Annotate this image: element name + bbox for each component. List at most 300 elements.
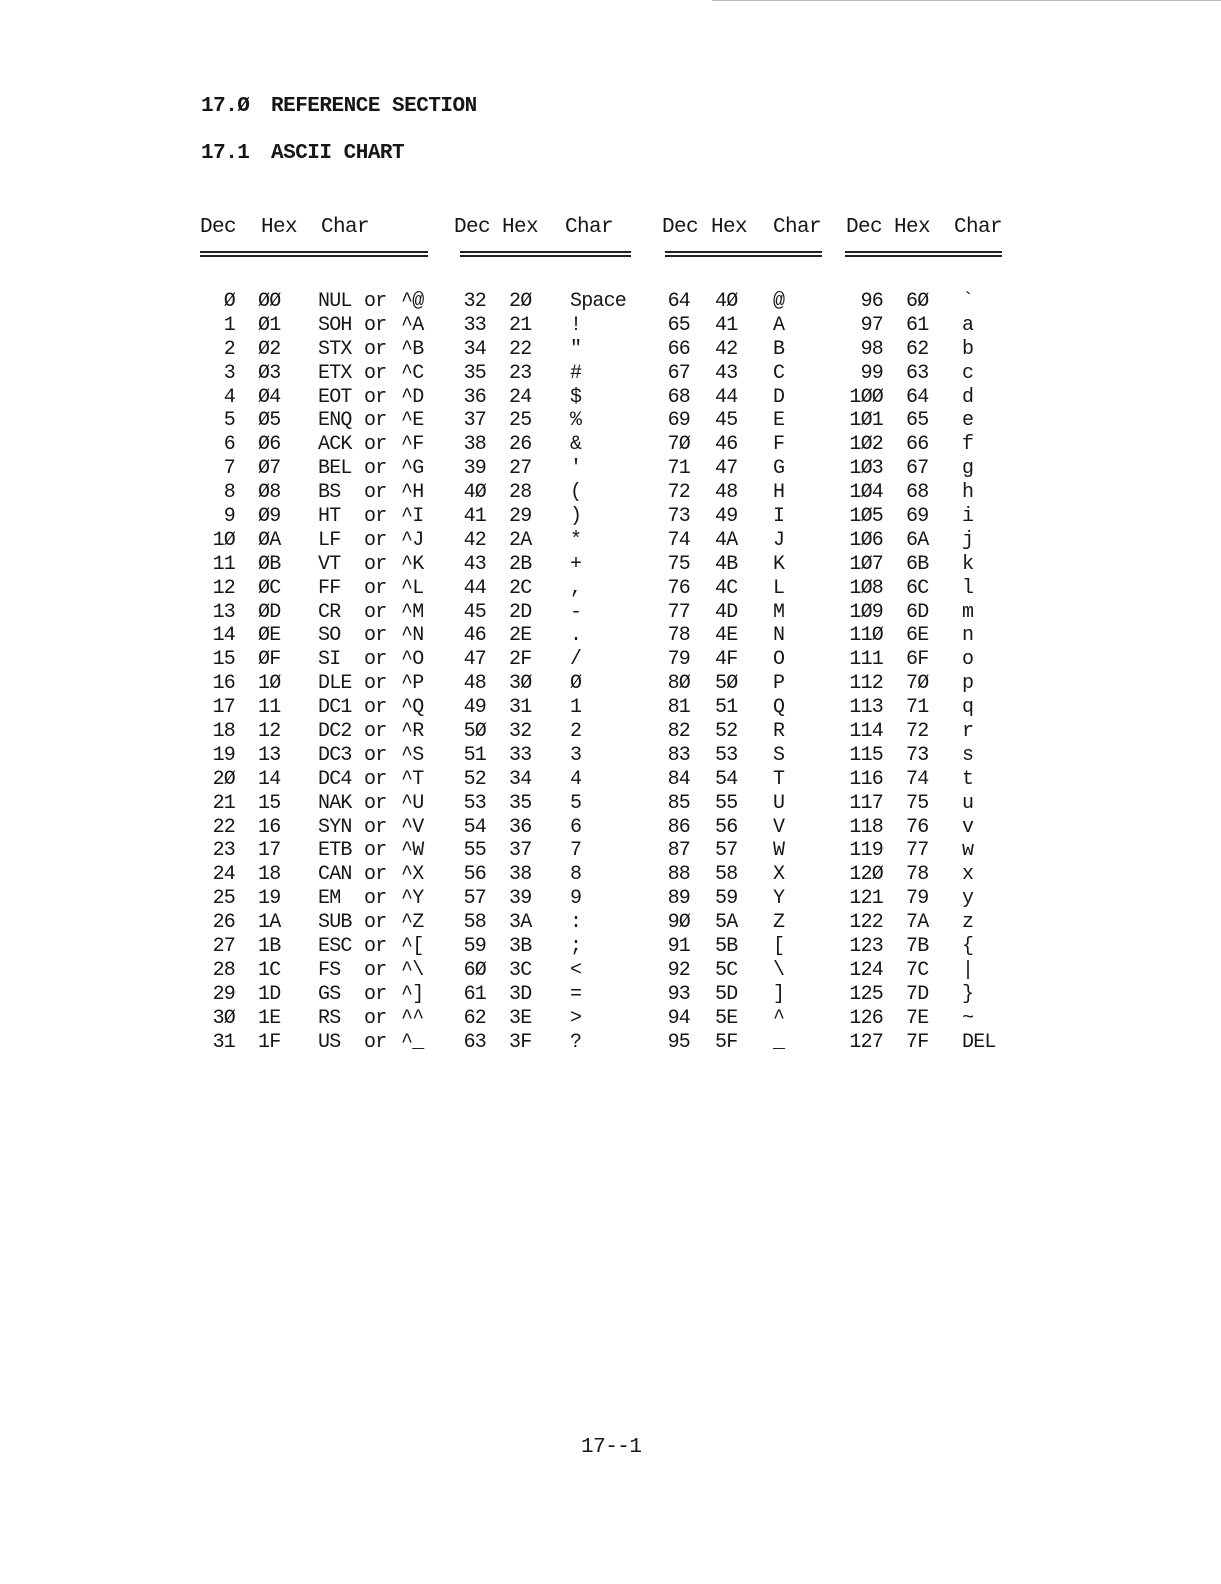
hex-cell: 3E [509, 1006, 532, 1030]
or-cell: or [364, 863, 387, 887]
char-cell: P [773, 672, 785, 696]
table-row [0, 362, 1221, 386]
table-row [0, 481, 1221, 505]
dec-cell: 31 [212, 1030, 235, 1054]
hex-cell: 51 [715, 696, 738, 720]
char-cell: [ [773, 935, 785, 959]
subsection-number: 17.1 [201, 142, 250, 165]
table-row [0, 744, 1221, 768]
dec-cell: 15 [212, 648, 235, 672]
char-cell: k [962, 552, 974, 576]
dec-cell: 25 [212, 887, 235, 911]
char-cell: ) [570, 505, 582, 529]
dec-cell: 1Ø3 [849, 457, 883, 481]
char-cell: 1 [570, 696, 582, 720]
char-cell: @ [773, 290, 785, 313]
dec-cell: 12 [212, 576, 235, 600]
hex-cell: 16 [258, 815, 281, 839]
char-cell: 7 [570, 839, 582, 863]
or-cell: or [364, 767, 387, 791]
ctrl-cell: ^M [401, 600, 424, 624]
name-cell: ACK [318, 433, 352, 457]
hex-cell: ØC [258, 576, 281, 600]
hex-cell: 54 [715, 767, 738, 791]
dec-cell: 114 [849, 720, 883, 744]
hex-cell: 3C [509, 958, 532, 982]
hex-cell: 5C [715, 958, 738, 982]
hex-cell: 5F [715, 1030, 738, 1054]
hex-cell: 37 [509, 839, 532, 863]
dec-cell: 33 [463, 313, 486, 337]
or-cell: or [364, 672, 387, 696]
dec-cell: 1Ø5 [849, 505, 883, 529]
dec-cell: 68 [667, 385, 690, 409]
name-cell: NUL [318, 290, 352, 313]
dec-cell: 1Ø1 [849, 409, 883, 433]
dec-cell: 55 [463, 839, 486, 863]
char-cell: p [962, 672, 974, 696]
hex-cell: 17 [258, 839, 281, 863]
table-row [0, 863, 1221, 887]
char-cell: v [962, 815, 974, 839]
ctrl-cell: ^L [401, 576, 424, 600]
char-cell: w [962, 839, 974, 863]
char-cell: , [570, 576, 582, 600]
dec-cell: 1Ø9 [849, 600, 883, 624]
hex-cell: 52 [715, 720, 738, 744]
hex-cell: 7D [906, 982, 929, 1006]
scan-edge-line [712, 0, 1221, 1]
hex-cell: ØØ [258, 290, 281, 313]
char-cell: Ø [570, 672, 582, 696]
char-cell: y [962, 887, 974, 911]
dec-cell: 6Ø [463, 958, 486, 982]
dec-cell: 35 [463, 361, 486, 385]
hex-cell: 1Ø [258, 672, 281, 696]
dec-cell: 82 [667, 720, 690, 744]
dec-cell: 121 [849, 887, 883, 911]
dec-cell: 12Ø [849, 863, 883, 887]
dec-cell: 1Ø6 [849, 528, 883, 552]
hex-cell: 3F [509, 1030, 532, 1054]
hex-cell: 25 [509, 409, 532, 433]
char-cell: 3 [570, 743, 582, 767]
hex-cell: 3A [509, 911, 532, 935]
dec-cell: 75 [667, 552, 690, 576]
hex-cell: 68 [906, 481, 929, 505]
dec-cell: 19 [212, 743, 235, 767]
hex-cell: Ø6 [258, 433, 281, 457]
dec-cell: 85 [667, 791, 690, 815]
dec-cell: 56 [463, 863, 486, 887]
dec-cell: 9 [223, 505, 235, 529]
hex-cell: 6B [906, 552, 929, 576]
dec-cell: 124 [849, 958, 883, 982]
hex-cell: 1E [258, 1006, 281, 1030]
section-heading [201, 95, 477, 118]
table-row [0, 338, 1221, 362]
hex-cell: 74 [906, 767, 929, 791]
dec-cell: 21 [212, 791, 235, 815]
hex-cell: 33 [509, 743, 532, 767]
dec-cell: 117 [849, 791, 883, 815]
char-cell: 5 [570, 791, 582, 815]
char-cell: b [962, 337, 974, 361]
hex-cell: ØE [258, 624, 281, 648]
name-cell: SUB [318, 911, 352, 935]
dec-cell: 125 [849, 982, 883, 1006]
dec-cell: 41 [463, 505, 486, 529]
char-cell: O [773, 648, 785, 672]
hex-cell: Ø8 [258, 481, 281, 505]
name-cell: DLE [318, 672, 352, 696]
name-cell: BEL [318, 457, 352, 481]
hex-cell: 67 [906, 457, 929, 481]
dec-cell: 1Ø2 [849, 433, 883, 457]
or-cell: or [364, 624, 387, 648]
char-cell: o [962, 648, 974, 672]
header-char-2: Char [565, 216, 614, 239]
hex-cell: 2Ø [509, 290, 532, 313]
ctrl-cell: ^X [401, 863, 424, 887]
dec-cell: 58 [463, 911, 486, 935]
table-row [0, 601, 1221, 625]
char-cell: | [962, 958, 974, 982]
dec-cell: 84 [667, 767, 690, 791]
dec-cell: 48 [463, 672, 486, 696]
ctrl-cell: ^W [401, 839, 424, 863]
dec-cell: 72 [667, 481, 690, 505]
or-cell: or [364, 935, 387, 959]
dec-cell: 13 [212, 600, 235, 624]
ctrl-cell: ^I [401, 505, 424, 529]
dec-cell: 83 [667, 743, 690, 767]
ctrl-cell: ^^ [401, 1006, 424, 1030]
hex-cell: 63 [906, 361, 929, 385]
dec-cell: 22 [212, 815, 235, 839]
header-hex-1: Hex [261, 216, 298, 239]
hex-cell: 75 [906, 791, 929, 815]
hex-cell: 38 [509, 863, 532, 887]
hex-cell: 53 [715, 743, 738, 767]
char-cell: % [570, 409, 582, 433]
hex-cell: 2C [509, 576, 532, 600]
name-cell: DC2 [318, 720, 352, 744]
dec-cell: 52 [463, 767, 486, 791]
header-char-4: Char [954, 216, 1003, 239]
ctrl-cell: ^S [401, 743, 424, 767]
char-cell: - [570, 600, 582, 624]
hex-cell: 64 [906, 385, 929, 409]
hex-cell: 26 [509, 433, 532, 457]
dec-cell: 96 [860, 290, 883, 313]
char-cell: I [773, 505, 785, 529]
char-cell: DEL [962, 1030, 996, 1054]
hex-cell: 6F [906, 648, 929, 672]
hex-cell: 5E [715, 1006, 738, 1030]
ctrl-cell: ^O [401, 648, 424, 672]
header-dec-3: Dec [662, 216, 699, 239]
char-cell: ' [570, 457, 582, 481]
hex-cell: 4B [715, 552, 738, 576]
hex-cell: 4F [715, 648, 738, 672]
name-cell: LF [318, 528, 341, 552]
name-cell: NAK [318, 791, 352, 815]
dec-cell: 43 [463, 552, 486, 576]
dec-cell: 2Ø [212, 767, 235, 791]
table-row [0, 792, 1221, 816]
hex-cell: 3Ø [509, 672, 532, 696]
or-cell: or [364, 290, 387, 313]
char-cell: X [773, 863, 785, 887]
or-cell: or [364, 1030, 387, 1054]
hex-cell: 62 [906, 337, 929, 361]
table-row [0, 1031, 1221, 1055]
dec-cell: 26 [212, 911, 235, 935]
hex-cell: 7C [906, 958, 929, 982]
or-cell: or [364, 552, 387, 576]
char-cell: c [962, 361, 974, 385]
name-cell: DC1 [318, 696, 352, 720]
hex-cell: 1F [258, 1030, 281, 1054]
dec-cell: 111 [849, 648, 883, 672]
dec-cell: 39 [463, 457, 486, 481]
dec-cell: 86 [667, 815, 690, 839]
table-row [0, 290, 1221, 314]
name-cell: SO [318, 624, 341, 648]
char-cell: Q [773, 696, 785, 720]
name-cell: SYN [318, 815, 352, 839]
hex-cell: 49 [715, 505, 738, 529]
char-cell: u [962, 791, 974, 815]
hex-cell: 7F [906, 1030, 929, 1054]
or-cell: or [364, 911, 387, 935]
ctrl-cell: ^F [401, 433, 424, 457]
hex-cell: 55 [715, 791, 738, 815]
dec-cell: 98 [860, 337, 883, 361]
name-cell: US [318, 1030, 341, 1054]
ctrl-cell: ^C [401, 361, 424, 385]
hex-cell: 2E [509, 624, 532, 648]
dec-cell: 38 [463, 433, 486, 457]
dec-cell: 65 [667, 313, 690, 337]
name-cell: ETB [318, 839, 352, 863]
name-cell: DC4 [318, 767, 352, 791]
hex-cell: 5A [715, 911, 738, 935]
dec-cell: 8 [223, 481, 235, 505]
dec-cell: 11 [212, 552, 235, 576]
char-cell: E [773, 409, 785, 433]
or-cell: or [364, 409, 387, 433]
hex-cell: 4A [715, 528, 738, 552]
dec-cell: 42 [463, 528, 486, 552]
ctrl-cell: ^D [401, 385, 424, 409]
dec-cell: 17 [212, 696, 235, 720]
hex-cell: 59 [715, 887, 738, 911]
subsection-heading [201, 142, 404, 165]
char-cell: ( [570, 481, 582, 505]
ctrl-cell: ^V [401, 815, 424, 839]
hex-cell: 1C [258, 958, 281, 982]
dec-cell: 91 [667, 935, 690, 959]
char-cell: e [962, 409, 974, 433]
name-cell: HT [318, 505, 341, 529]
hex-cell: 6D [906, 600, 929, 624]
hex-cell: 34 [509, 767, 532, 791]
dec-cell: 3 [223, 361, 235, 385]
name-cell: BS [318, 481, 341, 505]
or-cell: or [364, 600, 387, 624]
header-dec-2: Dec [454, 216, 491, 239]
dec-cell: 66 [667, 337, 690, 361]
dec-cell: 61 [463, 982, 486, 1006]
dec-cell: 32 [463, 290, 486, 313]
char-cell: & [570, 433, 582, 457]
dec-cell: 34 [463, 337, 486, 361]
table-row [0, 386, 1221, 410]
char-cell: / [570, 648, 582, 672]
table-row [0, 672, 1221, 696]
char-cell: z [962, 911, 974, 935]
char-cell: + [570, 552, 582, 576]
hex-cell: 66 [906, 433, 929, 457]
hex-cell: 41 [715, 313, 738, 337]
ctrl-cell: ^A [401, 313, 424, 337]
dec-cell: 51 [463, 743, 486, 767]
hex-cell: Ø5 [258, 409, 281, 433]
dec-cell: 113 [849, 696, 883, 720]
ctrl-cell: ^E [401, 409, 424, 433]
hex-cell: 61 [906, 313, 929, 337]
table-row [0, 959, 1221, 983]
ctrl-cell: ^] [401, 982, 424, 1006]
or-cell: or [364, 815, 387, 839]
hex-cell: Ø3 [258, 361, 281, 385]
hex-cell: 72 [906, 720, 929, 744]
char-cell: l [962, 576, 974, 600]
header-rule-3 [665, 251, 822, 257]
hex-cell: Ø2 [258, 337, 281, 361]
ctrl-cell: ^Q [401, 696, 424, 720]
char-cell: \ [773, 958, 785, 982]
ctrl-cell: ^P [401, 672, 424, 696]
dec-cell: 5 [223, 409, 235, 433]
dec-cell: 99 [860, 361, 883, 385]
dec-cell: 5Ø [463, 720, 486, 744]
char-cell: ^ [773, 1006, 785, 1030]
dec-cell: 89 [667, 887, 690, 911]
dec-cell: 93 [667, 982, 690, 1006]
or-cell: or [364, 433, 387, 457]
table-row [0, 696, 1221, 720]
dec-cell: 76 [667, 576, 690, 600]
table-row [0, 816, 1221, 840]
table-row [0, 409, 1221, 433]
char-cell: K [773, 552, 785, 576]
char-cell: j [962, 528, 974, 552]
name-cell: RS [318, 1006, 341, 1030]
char-cell: H [773, 481, 785, 505]
ctrl-cell: ^\ [401, 958, 424, 982]
dec-cell: 29 [212, 982, 235, 1006]
hex-cell: 73 [906, 743, 929, 767]
char-cell: Y [773, 887, 785, 911]
hex-cell: 6E [906, 624, 929, 648]
dec-cell: 4Ø [463, 481, 486, 505]
char-cell: { [962, 935, 974, 959]
char-cell: Space [570, 290, 627, 313]
name-cell: EM [318, 887, 341, 911]
table-row [0, 553, 1221, 577]
table-row [0, 624, 1221, 648]
dec-cell: 67 [667, 361, 690, 385]
hex-cell: 69 [906, 505, 929, 529]
hex-cell: 6Ø [906, 290, 929, 313]
name-cell: EOT [318, 385, 352, 409]
dec-cell: 78 [667, 624, 690, 648]
dec-cell: 46 [463, 624, 486, 648]
char-cell: N [773, 624, 785, 648]
name-cell: GS [318, 982, 341, 1006]
table-row [0, 1007, 1221, 1031]
char-cell: 9 [570, 887, 582, 911]
name-cell: CAN [318, 863, 352, 887]
dec-cell: 74 [667, 528, 690, 552]
dec-cell: 37 [463, 409, 486, 433]
header-rule-1 [200, 251, 428, 257]
char-cell: V [773, 815, 785, 839]
dec-cell: 1Ø8 [849, 576, 883, 600]
or-cell: or [364, 887, 387, 911]
dec-cell: 14 [212, 624, 235, 648]
table-row [0, 314, 1221, 338]
hex-cell: 24 [509, 385, 532, 409]
char-cell: A [773, 313, 785, 337]
or-cell: or [364, 839, 387, 863]
hex-cell: 78 [906, 863, 929, 887]
hex-cell: 77 [906, 839, 929, 863]
name-cell: FS [318, 958, 341, 982]
char-cell: 6 [570, 815, 582, 839]
hex-cell: Ø9 [258, 505, 281, 529]
hex-cell: 13 [258, 743, 281, 767]
dec-cell: 97 [860, 313, 883, 337]
hex-cell: 31 [509, 696, 532, 720]
ctrl-cell: ^B [401, 337, 424, 361]
table-row [0, 529, 1221, 553]
hex-cell: 39 [509, 887, 532, 911]
or-cell: or [364, 743, 387, 767]
hex-cell: 6C [906, 576, 929, 600]
dec-cell: 24 [212, 863, 235, 887]
dec-cell: 4 [223, 385, 235, 409]
dec-cell: 7Ø [667, 433, 690, 457]
hex-cell: 46 [715, 433, 738, 457]
or-cell: or [364, 385, 387, 409]
hex-cell: 28 [509, 481, 532, 505]
dec-cell: 63 [463, 1030, 486, 1054]
hex-cell: 7E [906, 1006, 929, 1030]
name-cell: ENQ [318, 409, 352, 433]
dec-cell: 92 [667, 958, 690, 982]
hex-cell: 4D [715, 600, 738, 624]
dec-cell: 2 [223, 337, 235, 361]
char-cell: ` [962, 290, 974, 313]
hex-cell: ØB [258, 552, 281, 576]
dec-cell: 77 [667, 600, 690, 624]
page-number: 17--1 [581, 1436, 642, 1459]
hex-cell: 7A [906, 911, 929, 935]
